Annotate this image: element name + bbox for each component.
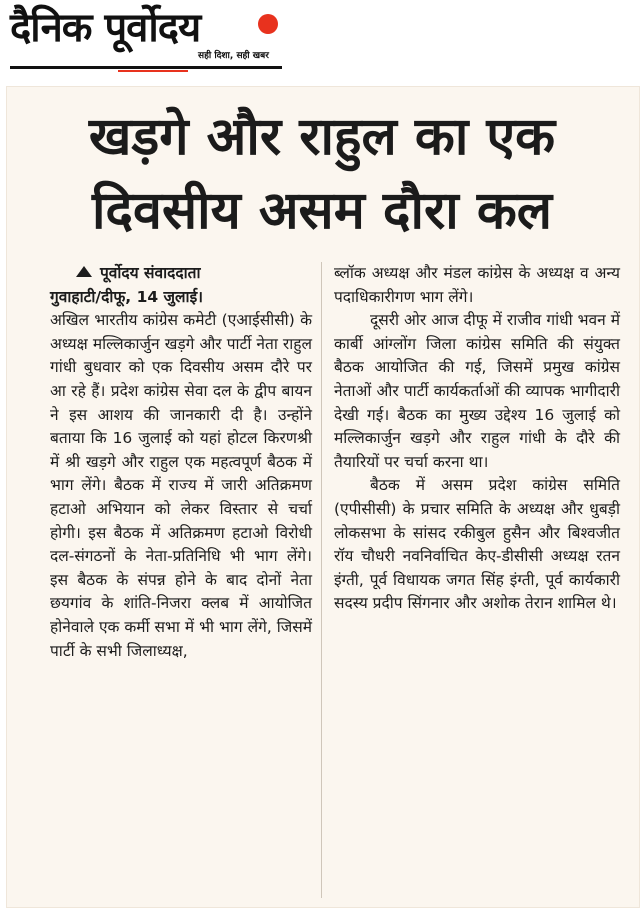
right-paragraph-2: दूसरी ओर आज दीफू में राजीव गांधी भवन में कार्बी आंग्लोंग जिला कांग्रेस समिति की संयुक्त बैठक आयोजित की गई, जिसमें प्रमुख कांग्रेस नेताओं और पार्टी कार्यकर्ताओं की व्यापक भागीदारी देखी गई। बैठक का मुख्य उद्देश्य 16 जुलाई को मल्लिकार्जुन खड़गे और राहुल गांधी के दौरे की तैयारियों पर चर्चा करना था। [334, 311, 620, 471]
right-column [334, 262, 620, 616]
dateline: गुवाहाटी/दीफू, 14 जुलाई। [50, 287, 204, 306]
right-paragraph-1: ब्लॉक अध्यक्ष और मंडल कांग्रेस के अध्यक्ष व अन्य पदाधिकारीगण भाग लेंगे। [334, 264, 620, 306]
byline [50, 262, 312, 286]
masthead [0, 0, 642, 78]
logo-dot-icon [258, 14, 278, 34]
newspaper-logo: दैनिक पूर्वोदय [10, 5, 201, 51]
logo-tagline: सही दिशा, सही खबर [198, 51, 269, 61]
masthead-rule [10, 66, 282, 69]
left-body-text: अखिल भारतीय कांग्रेस कमेटी (एआईसीसी) के अध्यक्ष मल्लिकार्जुन खड़गे और पार्टी नेता राहुल गांधी बुधवार को एक दिवसीय असम दौरे पर आ रहे हैं। प्रदेश कांग्रेस सेवा दल के द्वीप बायन ने इस आशय की जानकारी दी है। उन्होंने बताया कि 16 जुलाई को यहां होटल किरणश्री में श्री खड़गे और राहुल एक महत्वपूर्ण बैठक में भाग लेंगे। बैठक में राज्य में जारी अतिक्रमण हटाओ अभियान को लेकर विस्तार से चर्चा होगी। इस बैठक में अतिक्रमण हटाओ विरोधी दल-संगठनों के नेता-प्रतिनिधि भी भाग लेंगे। इस बैठक के संपन्न होने के बाद दोनों नेता छयगांव के शांति-निजरा क्लब में आयोजित होनेवाले एक कर्मी सभा में भी भाग लेंगे, जिसमें पार्टी के सभी जिलाध्यक्ष, [50, 311, 312, 660]
triangle-icon [76, 266, 92, 277]
column-divider [321, 262, 322, 898]
masthead-subline [118, 70, 188, 72]
article-headline: खड़गे और राहुल का एक दिवसीय असम दौरा कल [88, 107, 556, 241]
left-column [50, 262, 312, 663]
right-paragraph-3: बैठक में असम प्रदेश कांग्रेस समिति (एपीसीसी) के प्रचार समिति के अध्यक्ष और धुबड़ी लोकसभा के सांसद रकीबुल हुसैन और बिश्वजीत रॉय चौधरी नवनिर्वाचित केए-डीसीसी अध्यक्ष रतन इंग्ती, पूर्व विधायक जगत सिंह इंग्ती, पूर्व कार्यकारी सदस्य प्रदीप सिंगनार और अशोक तेरान शामिल थे। [334, 476, 620, 613]
byline-text: पूर्वोदय संवाददाता [100, 264, 201, 282]
